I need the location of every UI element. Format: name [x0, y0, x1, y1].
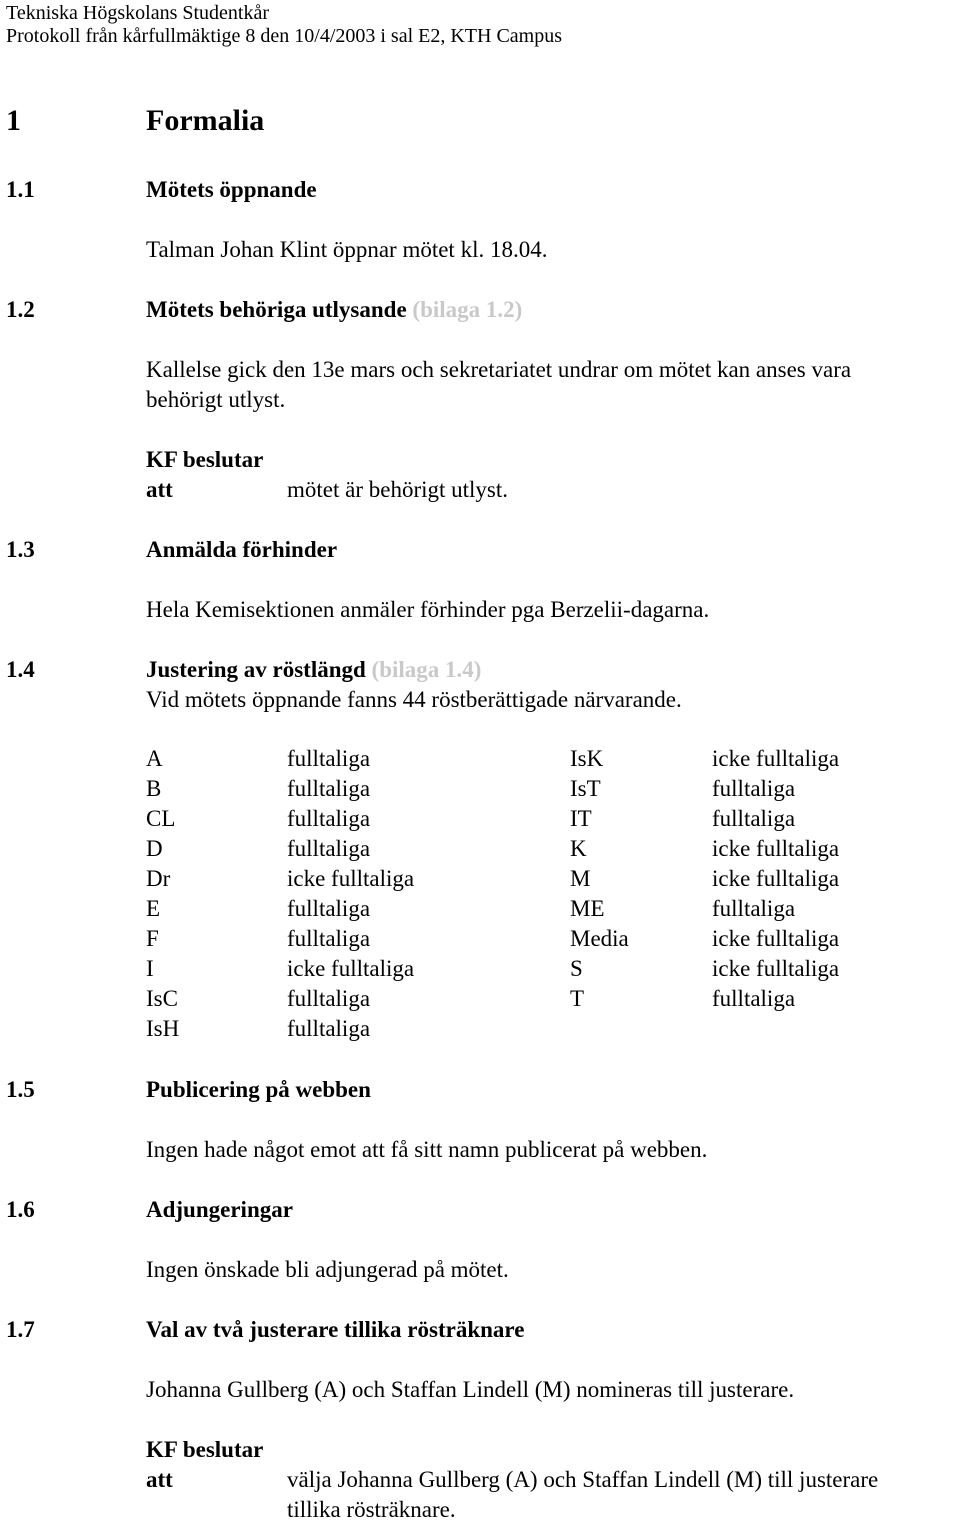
- decision-text-line: tillika rösträknare.: [287, 1497, 456, 1522]
- section-code: A: [146, 746, 163, 771]
- document-header-protocol: Protokoll från kårfullmäktige 8 den 10/4/2003 i sal E2, KTH Campus: [6, 25, 563, 47]
- subsection-heading: [146, 297, 522, 323]
- section-code: I: [146, 956, 154, 981]
- decision-label: KF beslutar: [146, 447, 264, 472]
- paragraph: Vid mötets öppnande fanns 44 röstberättigade närvarande.: [146, 687, 682, 712]
- section-code: IsH: [146, 1016, 180, 1041]
- subsection-heading: [146, 657, 481, 683]
- section-code: CL: [146, 806, 176, 831]
- subsection-number: 1.4: [6, 657, 35, 682]
- subsection-number: 1.6: [6, 1197, 35, 1222]
- section-code: Media: [570, 926, 629, 951]
- subsection-title: Mötets öppnande: [146, 177, 317, 202]
- subsection-number: 1.3: [6, 537, 35, 562]
- paragraph: Ingen önskade bli adjungerad på mötet.: [146, 1257, 509, 1282]
- quorum-status: fulltaliga: [287, 1016, 371, 1041]
- section-title: Formalia: [146, 104, 265, 137]
- quorum-status: icke fulltaliga: [287, 866, 415, 891]
- quorum-status: fulltaliga: [287, 776, 371, 801]
- section-code: K: [570, 836, 587, 861]
- paragraph-line: Kallelse gick den 13e mars och sekretariatet undrar om mötet kan anses vara: [146, 357, 852, 382]
- decision-text: mötet är behörigt utlyst.: [287, 477, 509, 502]
- quorum-status: icke fulltaliga: [712, 926, 840, 951]
- attachment-reference: (bilaga 1.4): [371, 657, 482, 682]
- section-code: D: [146, 836, 163, 861]
- subsection-title: Val av två justerare tillika rösträknare: [146, 1317, 525, 1342]
- quorum-status: icke fulltaliga: [712, 836, 840, 861]
- section-code: B: [146, 776, 162, 801]
- section-code: S: [570, 956, 583, 981]
- section-code: IsC: [146, 986, 178, 1011]
- att-label: att: [146, 477, 173, 502]
- paragraph: Talman Johan Klint öppnar mötet kl. 18.04.: [146, 237, 548, 262]
- quorum-status: fulltaliga: [712, 896, 796, 921]
- subsection-number: 1.5: [6, 1077, 35, 1102]
- att-label: att: [146, 1467, 173, 1492]
- quorum-status: icke fulltaliga: [712, 956, 840, 981]
- document-header-org: Tekniska Högskolans Studentkår: [6, 2, 270, 24]
- quorum-status: fulltaliga: [712, 806, 796, 831]
- section-code: IsK: [570, 746, 604, 771]
- decision-text-line: välja Johanna Gullberg (A) och Staffan Lindell (M) till justerare: [287, 1467, 879, 1492]
- paragraph: Hela Kemisektionen anmäler förhinder pga Berzelii-dagarna.: [146, 597, 710, 622]
- quorum-status: fulltaliga: [287, 926, 371, 951]
- quorum-status: icke fulltaliga: [712, 866, 840, 891]
- subsection-number: 1.2: [6, 297, 35, 322]
- quorum-status: fulltaliga: [287, 746, 371, 771]
- subsection-title: Anmälda förhinder: [146, 537, 338, 562]
- decision-label: KF beslutar: [146, 1437, 264, 1462]
- subsection-title: Justering av röstlängd: [146, 657, 366, 682]
- quorum-status: fulltaliga: [287, 986, 371, 1011]
- section-number: 1: [6, 104, 21, 137]
- section-code: F: [146, 926, 159, 951]
- subsection-number: 1.1: [6, 177, 35, 202]
- quorum-status: fulltaliga: [287, 836, 371, 861]
- section-code: IT: [570, 806, 592, 831]
- quorum-status: fulltaliga: [287, 806, 371, 831]
- section-code: E: [146, 896, 161, 921]
- attachment-reference: (bilaga 1.2): [412, 297, 523, 322]
- section-code: M: [570, 866, 591, 891]
- paragraph: Ingen hade något emot att få sitt namn publicerat på webben.: [146, 1137, 708, 1162]
- paragraph-line: behörigt utlyst.: [146, 387, 286, 412]
- paragraph: Johanna Gullberg (A) och Staffan Lindell (M) nomineras till justerare.: [146, 1377, 795, 1402]
- quorum-status: icke fulltaliga: [287, 956, 415, 981]
- subsection-title: Mötets behöriga utlysande: [146, 297, 407, 322]
- quorum-status: fulltaliga: [287, 896, 371, 921]
- quorum-status: fulltaliga: [712, 776, 796, 801]
- subsection-number: 1.7: [6, 1317, 35, 1342]
- subsection-title: Publicering på webben: [146, 1077, 371, 1102]
- section-code: ME: [570, 896, 605, 921]
- section-code: T: [570, 986, 585, 1011]
- quorum-status: fulltaliga: [712, 986, 796, 1011]
- section-code: Dr: [146, 866, 171, 891]
- subsection-title: Adjungeringar: [146, 1197, 293, 1222]
- quorum-status: icke fulltaliga: [712, 746, 840, 771]
- section-code: IsT: [570, 776, 601, 801]
